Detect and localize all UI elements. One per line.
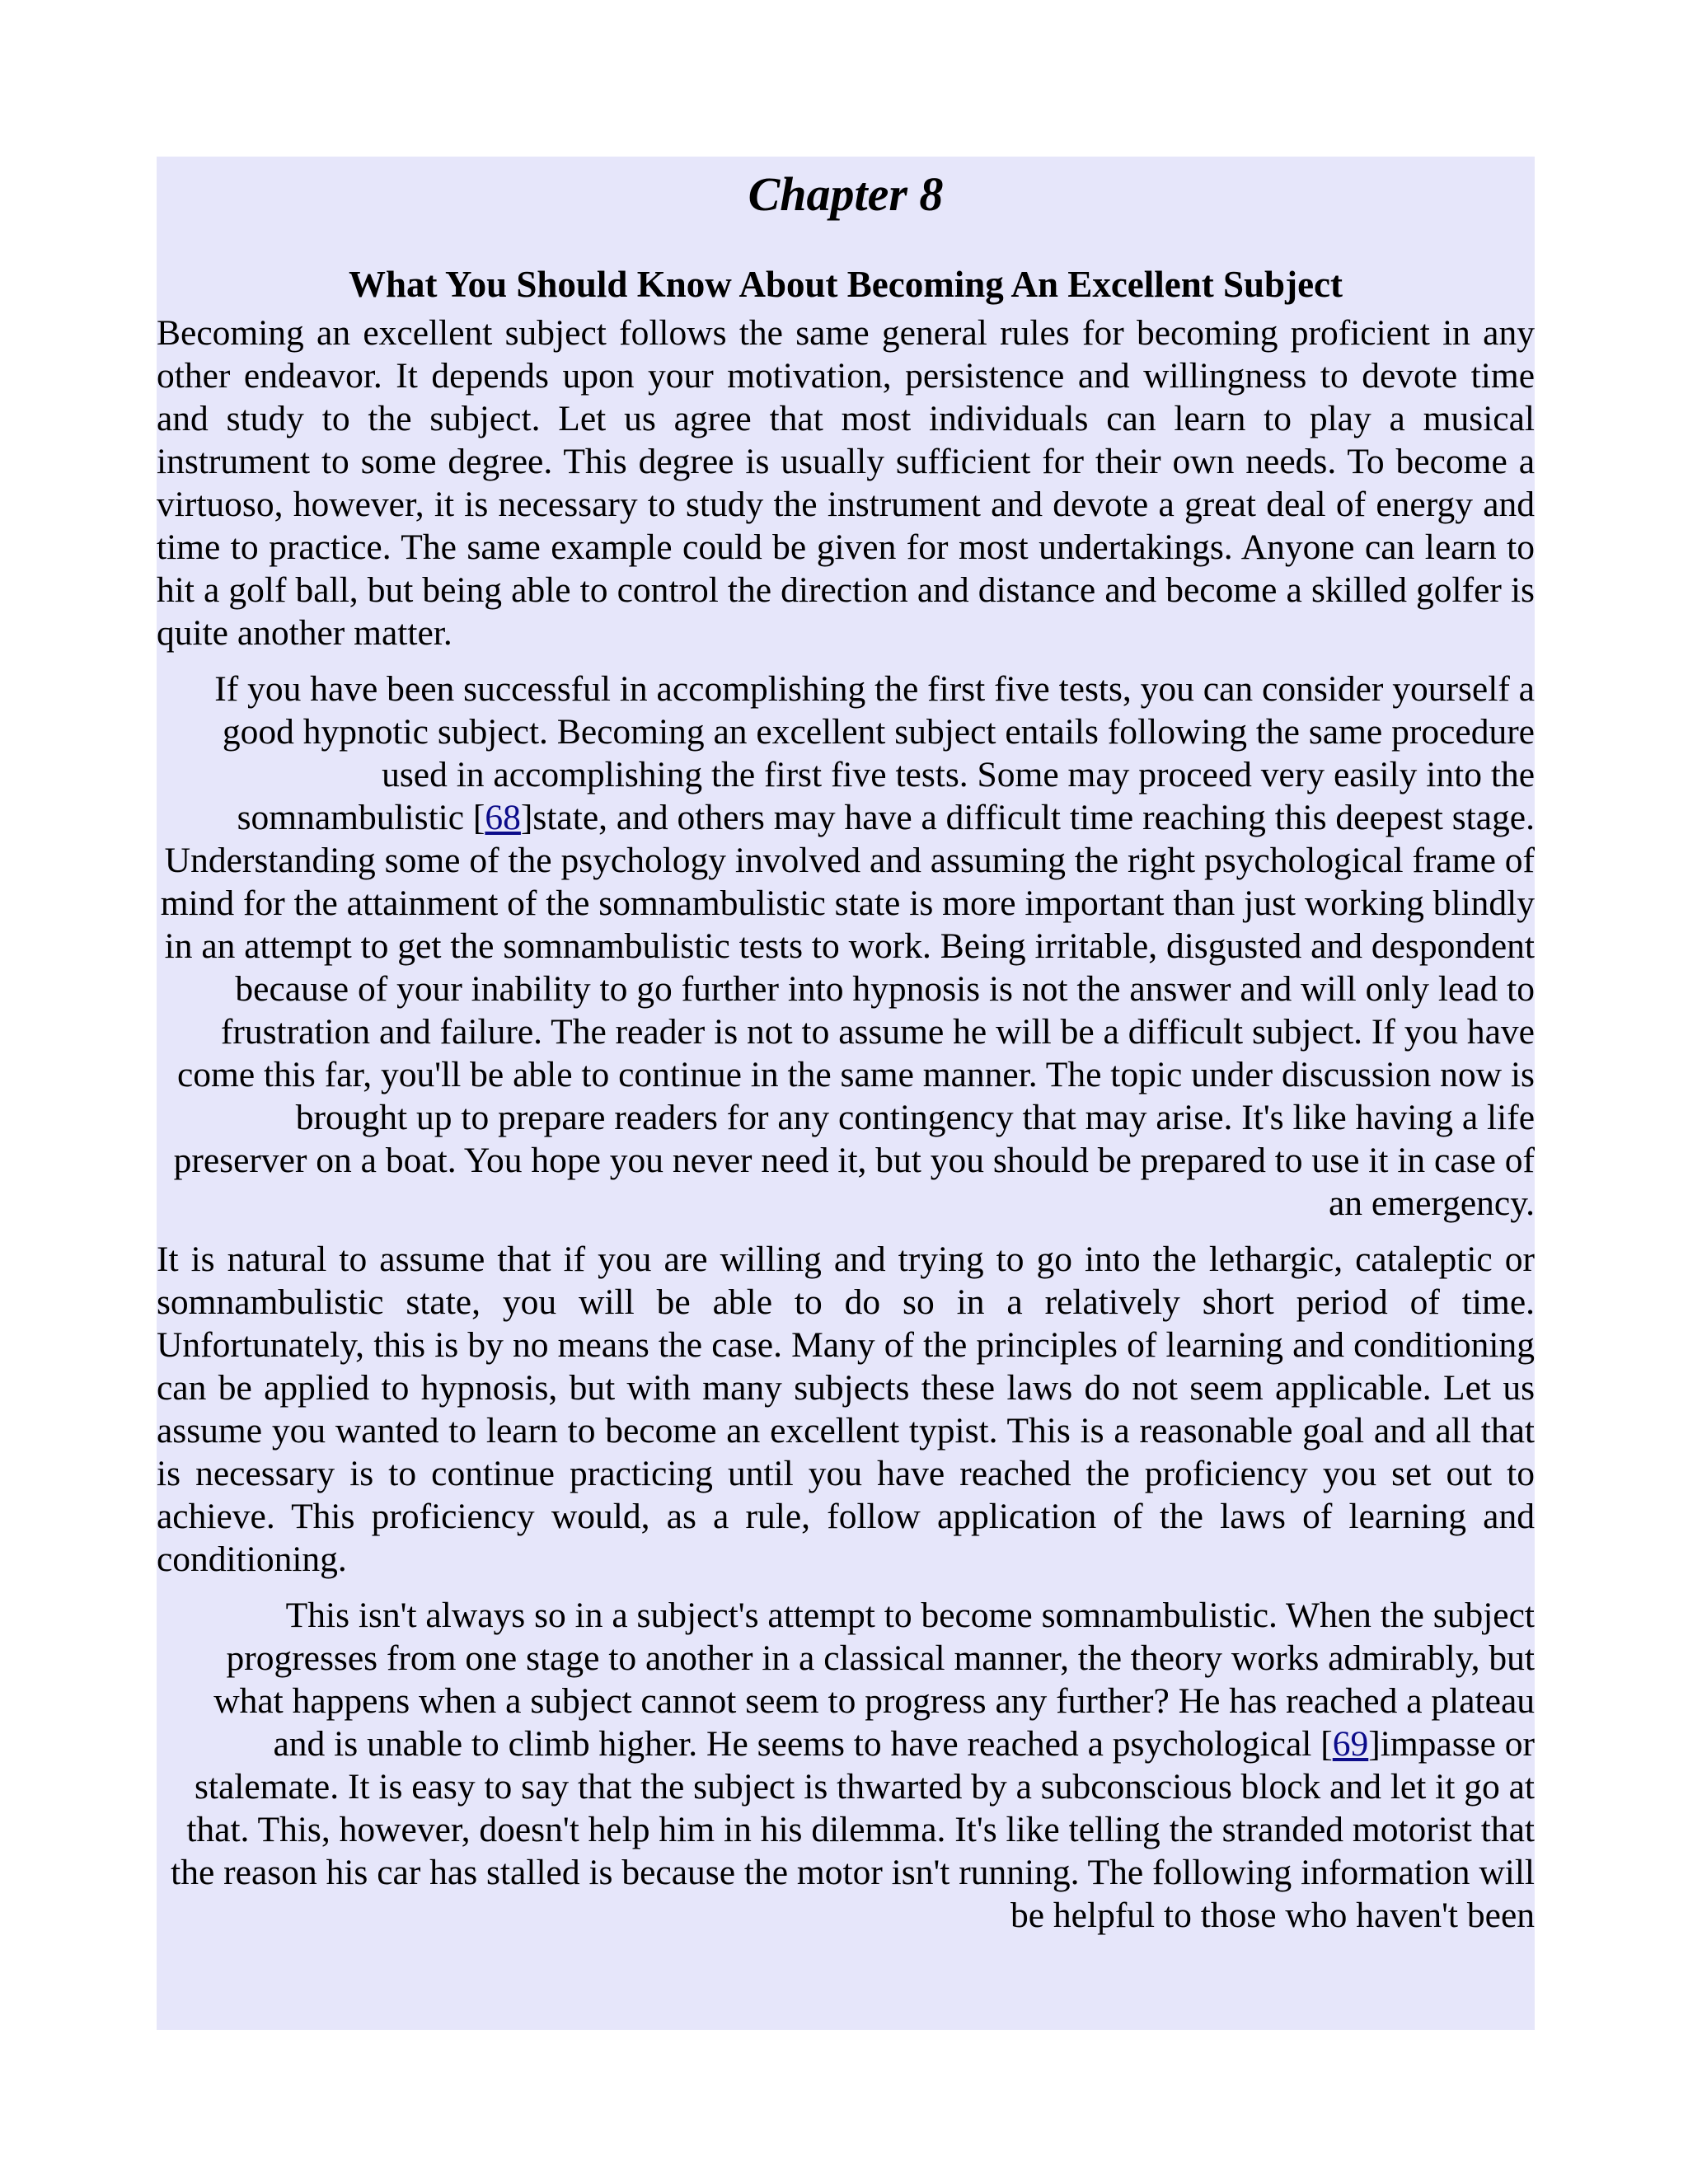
page-link-69[interactable]: 69 [1332,1724,1369,1764]
chapter-title: Chapter 8 [748,167,944,221]
paragraph-3: It is natural to assume that if you are willing and trying to go into the lethargic, cataleptic or somnambulistic state, you will be able to do so in a relatively short period of time. Unfortunately, this is by no means the case. Many of the principles of learning and conditioning can be applied to hypnosis, but with many subjects these laws do not seem applicable. Let us assume you wanted to learn to become an excellent typist. This is a reasonable goal and all that is necessary is to continue practicing until you have reached the proficiency you set out to achieve. This proficiency would, as a rule, follow application of the laws of learning and conditioning. [157,1240,1535,1579]
page-content [157,157,1535,2030]
paragraph-2-text-before: If you have been successful in accomplishing the first five tests, you can consider yourself a good hypnotic subject. Becoming an excellent subject entails following the same procedure used in accomplishing the first five tests. Some may proceed very easily into the somnambulistic [ [214,669,1535,837]
chapter-subtitle: What You Should Know About Becoming An Excellent Subject [348,264,1343,305]
paragraph-1: Becoming an excellent subject follows the same general rules for becoming proficient in any other endeavor. It depends upon your motivation, persistence and willingness to devote time and study to the subject. Let us agree that most individuals can learn to play a musical instrument to some degree. This degree is usually sufficient for their own needs. To become a virtuoso, however, it is necessary to study the instrument and devote a great deal of energy and time to practice. The same example could be given for most undertakings. Anyone can learn to hit a golf ball, but being able to control the direction and distance and become a skilled golfer is quite another matter. [157,313,1535,653]
paragraph-4-text-before: This isn't always so in a subject's attempt to become somnambulistic. When the subject progresses from one stage to another in a classical manner, the theory works admirably, but what happens when a subject cannot seem to progress any further? He has reached a plateau and is unable to climb higher. He seems to have reached a psychological [ [213,1596,1535,1764]
paragraph-4 [157,1594,1535,1937]
paragraph-2-text-after: ]state, and others may have a difficult time reaching this deepest stage. Understanding some of the psychology involved and assuming the right psychological frame of mind for the attainment of the somnambulistic state is more important than just working blindly in an attempt to get the somnambulistic tests to work. Being irritable, disgusted and despondent because of your inability to go further into hypnosis is not the answer and will only lead to frustration and failure. The reader is not to assume he will be a difficult subject. If you have come this far, you'll be able to continue in the same manner. The topic under discussion now is brought up to prepare readers for any contingency that may arise. It's like having a life preserver on a boat. You hope you never need it, but you should be prepared to use it in case of an emergency. [160,798,1535,1223]
paragraph-2 [157,668,1535,1225]
page-link-68[interactable]: 68 [485,798,521,837]
paragraph-4-text-after: ]impasse or stalemate. It is easy to say that the subject is thwarted by a subconscious block and let it go at that. This, however, doesn't help him in his dilemma. It's like telling the stranded motorist that the reason his car has stalled is because the motor isn't running. The following information will be helpful to those who haven't been [171,1724,1535,1935]
